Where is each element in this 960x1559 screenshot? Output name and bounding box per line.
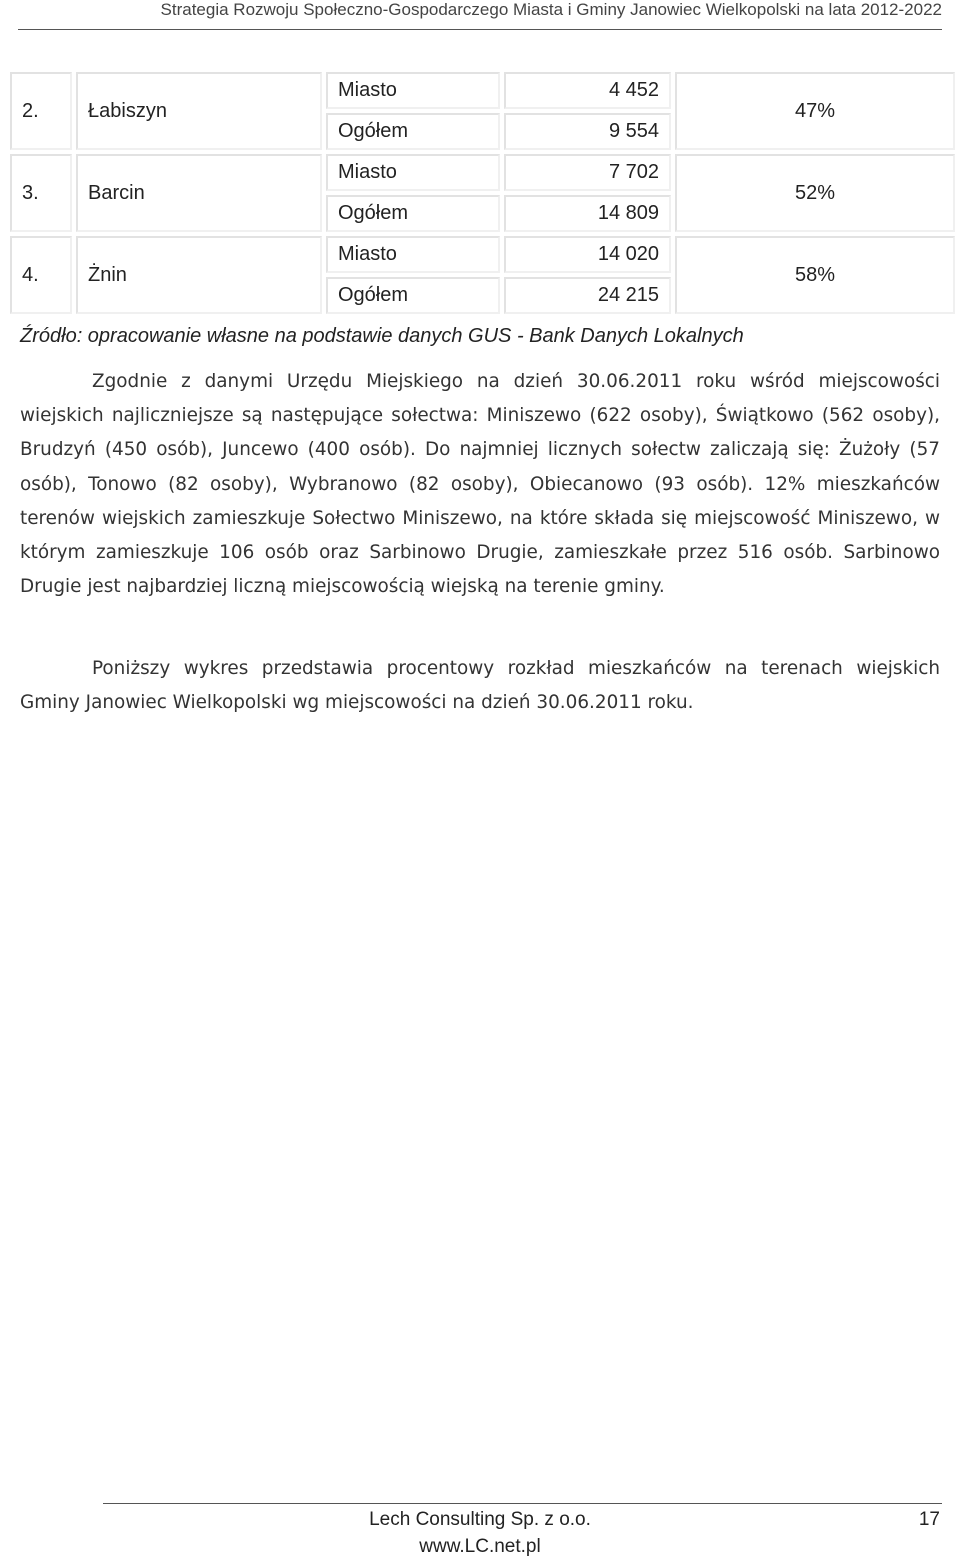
kind-label: Ogółem bbox=[326, 113, 500, 150]
page-number: 17 bbox=[918, 1509, 940, 1530]
paragraph-chart-intro bbox=[20, 652, 940, 720]
header-divider bbox=[18, 29, 942, 30]
page-header-title: Strategia Rozwoju Społeczno-Gospodarczego Miasta i Gminy Janowiec Wielkopolski na lata 2012-2022 bbox=[160, 0, 942, 19]
kind-label: Miasto bbox=[326, 72, 500, 109]
kind-label: Miasto bbox=[326, 154, 500, 191]
row-number: 3. bbox=[10, 154, 72, 232]
population-value: 9 554 bbox=[504, 113, 671, 150]
footer-url: www.LC.net.pl bbox=[419, 1536, 541, 1557]
population-value: 7 702 bbox=[504, 154, 671, 191]
paragraph-text: Zgodnie z danymi Urzędu Miejskiego na dzień 30.06.2011 roku wśród miejscowości wiejskich najliczniejsze są następujące sołectwa: Miniszewo (622 osoby), Świątkowo (562 osoby), Brudzyń (450 osób), Juncewo (400 osób). Do najmniej licznych sołectw zaliczają się: Żużoły (57 osób), Tonowo (82 osoby), Wybranowo (82 osoby), Obiecanowo (93 osób). 12% mieszkańców terenów wiejskich zamieszkuje Sołectwo Miniszewo, na które składa się miejscowość Miniszewo, w którym zamieszkuje 106 osób oraz Sarbinowo Drugie, zamieszkałe przez 516 osób. Sarbinowo Drugie jest najbardziej liczną miejscowością wiejską na terenie gminy. bbox=[20, 371, 940, 598]
kind-label: Miasto bbox=[326, 236, 500, 273]
table-row bbox=[10, 72, 955, 109]
city-name: Łabiszyn bbox=[76, 72, 322, 150]
population-value: 4 452 bbox=[504, 72, 671, 109]
city-name: Żnin bbox=[76, 236, 322, 314]
row-number: 2. bbox=[10, 72, 72, 150]
percent-value: 58% bbox=[675, 236, 955, 314]
kind-label: Ogółem bbox=[326, 195, 500, 232]
city-name: Barcin bbox=[76, 154, 322, 232]
footer-company: Lech Consulting Sp. z o.o. bbox=[369, 1509, 591, 1530]
percent-value: 52% bbox=[675, 154, 955, 232]
population-value: 14 809 bbox=[504, 195, 671, 232]
percent-value: 47% bbox=[675, 72, 955, 150]
row-number: 4. bbox=[10, 236, 72, 314]
population-value: 14 020 bbox=[504, 236, 671, 273]
table-source-caption: Źródło: opracowanie własne na podstawie danych GUS - Bank Danych Lokalnych bbox=[20, 325, 744, 347]
population-table bbox=[6, 68, 959, 318]
table-row bbox=[10, 236, 955, 273]
population-value: 24 215 bbox=[504, 277, 671, 314]
footer-divider bbox=[103, 1503, 942, 1504]
paragraph-villages bbox=[20, 365, 940, 604]
table-row bbox=[10, 154, 955, 191]
kind-label: Ogółem bbox=[326, 277, 500, 314]
paragraph-text: Poniższy wykres przedstawia procentowy rozkład mieszkańców na terenach wiejskich Gminy Janowiec Wielkopolski wg miejscowości na dzień 30.06.2011 roku. bbox=[20, 658, 940, 714]
